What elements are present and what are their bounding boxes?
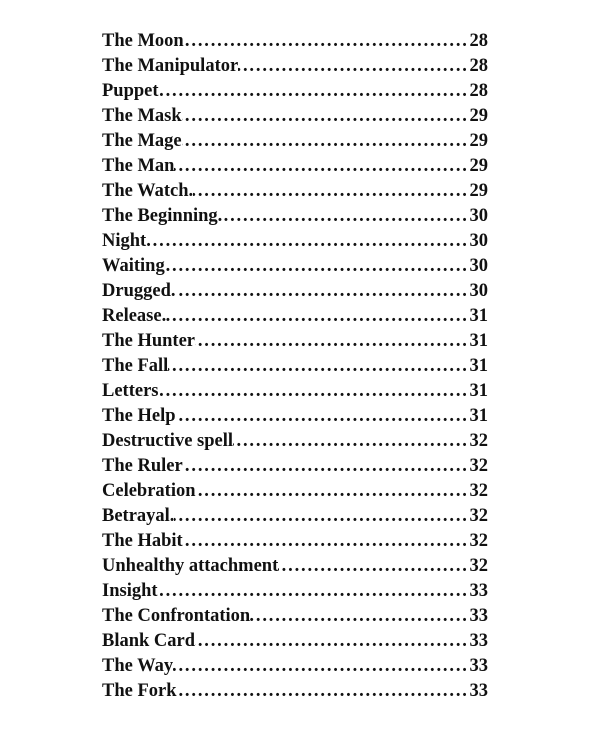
dot-leader bbox=[174, 156, 465, 177]
dot-leader bbox=[165, 256, 466, 277]
toc-entry[interactable] bbox=[102, 681, 488, 706]
toc-entry-title: Destructive spell bbox=[102, 431, 234, 451]
toc-entry[interactable] bbox=[102, 331, 488, 356]
toc-entry-page: 31 bbox=[469, 331, 488, 351]
toc-entry[interactable] bbox=[102, 206, 488, 231]
dot-leader bbox=[193, 181, 465, 202]
dot-leader bbox=[159, 81, 466, 102]
toc-entry[interactable] bbox=[102, 606, 488, 631]
toc-entry[interactable] bbox=[102, 556, 488, 581]
dot-leader bbox=[176, 281, 466, 302]
dot-leader bbox=[238, 56, 465, 77]
toc-entry-title: Celebration bbox=[102, 481, 196, 501]
dot-leader bbox=[183, 531, 466, 552]
toc-entry[interactable] bbox=[102, 256, 488, 281]
toc-entry-title: The Hunter bbox=[102, 331, 196, 351]
dot-leader bbox=[182, 106, 466, 127]
dot-leader bbox=[176, 406, 466, 427]
toc-entry-page: 33 bbox=[469, 681, 488, 701]
toc-entry-page: 30 bbox=[469, 206, 488, 226]
toc-entry[interactable] bbox=[102, 506, 488, 531]
dot-leader bbox=[173, 656, 465, 677]
toc-entry-title: The Way bbox=[102, 656, 174, 676]
toc-entry-title: The Fall bbox=[102, 356, 169, 376]
dot-leader bbox=[158, 581, 466, 602]
toc-entry[interactable] bbox=[102, 281, 488, 306]
toc-entry[interactable] bbox=[102, 381, 488, 406]
toc-entry-title: Letters bbox=[102, 381, 159, 401]
toc-entry-page: 29 bbox=[469, 106, 488, 126]
toc-entry-title: Drugged. bbox=[102, 281, 176, 301]
toc-entry-page: 28 bbox=[469, 31, 488, 51]
dot-leader bbox=[174, 506, 465, 527]
toc-entry-title: The Beginning. bbox=[102, 206, 223, 226]
toc-entry-page: 32 bbox=[469, 481, 488, 501]
toc-entry-title: The Watch. bbox=[102, 181, 194, 201]
toc-entry[interactable] bbox=[102, 431, 488, 456]
toc-entry-title: The Habit bbox=[102, 531, 183, 551]
toc-entry-title: Betrayal. bbox=[102, 506, 175, 526]
toc-entry-title: Release. bbox=[102, 306, 167, 326]
toc-entry-page: 31 bbox=[469, 381, 488, 401]
toc-entry[interactable] bbox=[102, 231, 488, 256]
dot-leader bbox=[168, 356, 465, 377]
toc-entry-page: 31 bbox=[469, 306, 488, 326]
toc-entry[interactable] bbox=[102, 31, 488, 56]
toc-entry-title: The Fork bbox=[102, 681, 177, 701]
toc-entry-page: 33 bbox=[469, 606, 488, 626]
toc-entry-page: 32 bbox=[469, 556, 488, 576]
dot-leader bbox=[166, 306, 465, 327]
toc-entry-page: 33 bbox=[469, 631, 488, 651]
dot-leader bbox=[184, 31, 466, 52]
toc-entry-title: The Confrontation bbox=[102, 606, 251, 626]
toc-entry[interactable] bbox=[102, 631, 488, 656]
toc-entry-title: The Manipulator bbox=[102, 56, 239, 76]
toc-entry-page: 29 bbox=[469, 131, 488, 151]
toc-entry-page: 30 bbox=[469, 256, 488, 276]
toc-entry-page: 30 bbox=[469, 281, 488, 301]
toc-entry-title: The Mask bbox=[102, 106, 182, 126]
toc-entry-page: 29 bbox=[469, 181, 488, 201]
toc-entry[interactable] bbox=[102, 56, 488, 81]
toc-entry-title: The Help bbox=[102, 406, 176, 426]
toc-entry-title: The Man bbox=[102, 156, 175, 176]
dot-leader bbox=[222, 206, 465, 227]
toc-entry-page: 30 bbox=[469, 231, 488, 251]
dot-leader bbox=[182, 131, 466, 152]
toc-entry-page: 32 bbox=[469, 506, 488, 526]
dot-leader bbox=[183, 456, 466, 477]
toc-entry[interactable] bbox=[102, 156, 488, 181]
toc-entry-page: 32 bbox=[469, 431, 488, 451]
toc-entry-title: Night bbox=[102, 231, 147, 251]
toc-entry-page: 33 bbox=[469, 581, 488, 601]
toc-entry-title: The Ruler bbox=[102, 456, 183, 476]
toc-entry[interactable] bbox=[102, 406, 488, 431]
toc-entry[interactable] bbox=[102, 181, 488, 206]
dot-leader bbox=[195, 631, 465, 652]
toc-entry-page: 29 bbox=[469, 156, 488, 176]
dot-leader bbox=[146, 231, 465, 252]
toc-entry-page: 28 bbox=[469, 56, 488, 76]
toc-entry[interactable] bbox=[102, 456, 488, 481]
toc-entry-title: The Mage bbox=[102, 131, 182, 151]
toc-entry[interactable] bbox=[102, 481, 488, 506]
toc-entry-title: Waiting bbox=[102, 256, 165, 276]
toc-entry[interactable] bbox=[102, 531, 488, 556]
dot-leader bbox=[233, 431, 465, 452]
toc-entry[interactable] bbox=[102, 106, 488, 131]
toc-entry-title: Blank Card bbox=[102, 631, 196, 651]
toc-entry[interactable] bbox=[102, 131, 488, 156]
dot-leader bbox=[195, 331, 465, 352]
toc-entry-title: Insight bbox=[102, 581, 158, 601]
toc-entry[interactable] bbox=[102, 656, 488, 681]
toc-entry-page: 32 bbox=[469, 531, 488, 551]
table-of-contents bbox=[102, 31, 488, 706]
toc-entry-title: Puppet bbox=[102, 81, 159, 101]
dot-leader bbox=[278, 556, 465, 577]
toc-entry-page: 31 bbox=[469, 406, 488, 426]
toc-entry-page: 28 bbox=[469, 81, 488, 101]
dot-leader bbox=[177, 681, 466, 702]
toc-entry[interactable] bbox=[102, 356, 488, 381]
dot-leader bbox=[196, 481, 466, 502]
toc-entry-page: 31 bbox=[469, 356, 488, 376]
toc-entry[interactable] bbox=[102, 81, 488, 106]
toc-entry-page: 32 bbox=[469, 456, 488, 476]
toc-entry[interactable] bbox=[102, 306, 488, 331]
dot-leader bbox=[250, 606, 465, 627]
toc-entry-title: The Moon bbox=[102, 31, 184, 51]
toc-entry[interactable] bbox=[102, 581, 488, 606]
toc-entry-page: 33 bbox=[469, 656, 488, 676]
dot-leader bbox=[159, 381, 466, 402]
toc-entry-title: Unhealthy attachment bbox=[102, 556, 279, 576]
